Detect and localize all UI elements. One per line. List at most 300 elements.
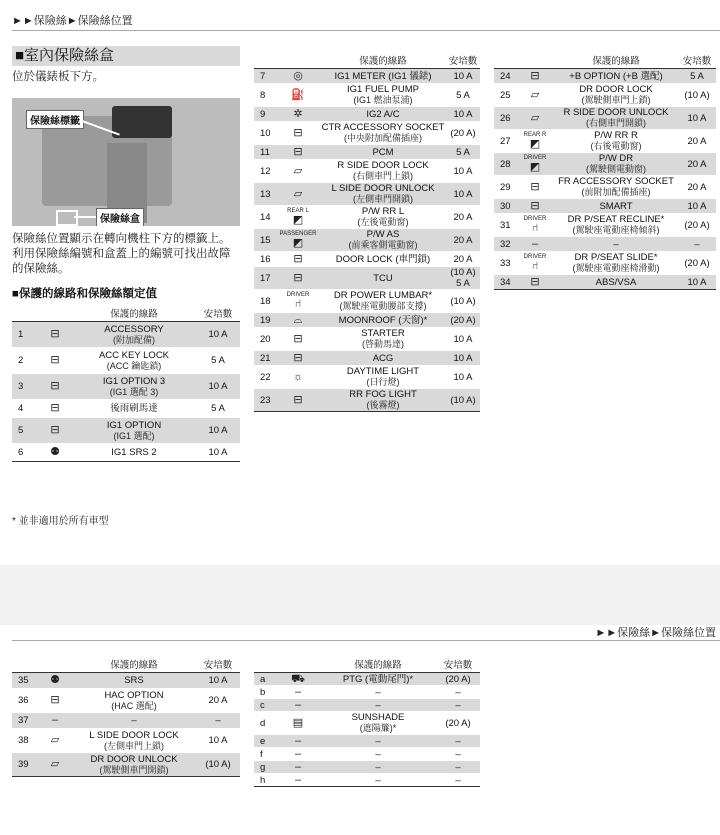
amp-rating	[196, 444, 240, 462]
ac-icon: ✲	[293, 107, 303, 120]
amp-rating	[436, 712, 480, 735]
fuse-icon: ⊟	[50, 424, 60, 436]
table-row	[494, 252, 716, 275]
fuse-number: 16	[254, 252, 276, 267]
table-row	[254, 145, 480, 160]
fuse-number: 29	[494, 176, 516, 199]
fuse-icon: ⊟	[293, 393, 303, 406]
amp-value: 5 A	[211, 355, 225, 366]
table-row	[254, 290, 480, 313]
amp-rating	[678, 130, 716, 153]
fuse-number: 28	[494, 153, 516, 176]
circuit-name: DR P/SEAT RECLINE*	[567, 214, 665, 225]
amp-rating	[678, 199, 716, 214]
amp-rating	[678, 237, 716, 252]
circuit-cell	[72, 689, 196, 713]
circuit-subtitle: (中央附加配備插座)	[344, 133, 422, 143]
table-row	[254, 686, 480, 699]
fuse-number: 15	[254, 229, 276, 252]
amp-rating	[446, 366, 480, 389]
amp-rating	[196, 400, 240, 418]
circuit-cell	[320, 313, 446, 328]
header-amp: 安培數	[196, 656, 240, 673]
circuit-subtitle: (右後電動窗)	[590, 141, 642, 151]
amp-rating	[196, 753, 240, 777]
circuit-cell	[554, 153, 678, 176]
amp-value: (20 A)	[450, 314, 476, 326]
circuit-subtitle: (駕駛座電動座椅傾斜)	[572, 225, 660, 235]
table-row	[494, 84, 716, 107]
circuit-name: DR POWER LUMBAR*	[333, 290, 433, 301]
fuse-number: 12	[254, 160, 276, 183]
table-row	[254, 351, 480, 366]
amp-rating	[678, 275, 716, 290]
empty-icon: –	[294, 773, 302, 786]
amp-rating	[446, 389, 480, 412]
table-row	[254, 122, 480, 145]
table-row	[254, 160, 480, 183]
circuit-cell	[320, 699, 436, 712]
circuit-name: IG1 OPTION	[106, 419, 162, 431]
table-row	[12, 322, 240, 348]
amp-rating	[196, 348, 240, 374]
table-title: ■保護的線路和保險絲額定值	[12, 288, 157, 300]
amp-value: 10 A	[687, 200, 707, 212]
circuit-cell	[320, 84, 446, 107]
fuse-number: 35	[12, 673, 38, 689]
circuit-cell	[320, 712, 436, 735]
icon-tag: PASSENGER	[279, 231, 317, 237]
fuse-number: 4	[12, 400, 38, 418]
circuit-name: L SIDE DOOR LOCK	[89, 729, 179, 741]
window-icon: DRIVER ◩	[523, 155, 547, 173]
circuit-subtitle: (ACC 鑰匙鎖)	[106, 360, 162, 371]
fuse-icon: ⊟	[293, 145, 303, 158]
table-row	[494, 69, 716, 84]
circuit-name: R SIDE DOOR UNLOCK	[563, 107, 669, 118]
amp-rating	[196, 374, 240, 400]
amp-rating	[446, 290, 480, 313]
amp-value: –	[455, 774, 461, 786]
amp-value: (10 A)	[450, 295, 476, 307]
fuse-icon: ⊟	[530, 69, 540, 82]
circuit-cell	[320, 389, 446, 412]
page2-middle-column	[254, 656, 480, 787]
amp-rating	[436, 735, 480, 748]
fuse-number: 34	[494, 275, 516, 290]
circuit-subtitle: (啓動馬達)	[362, 339, 404, 349]
amp-value: 10 A	[687, 276, 707, 288]
circuit-name: HAC OPTION	[104, 689, 164, 701]
circuit-subtitle: (左後電動窗)	[357, 217, 409, 227]
circuit-subtitle: (右側車門上鎖)	[353, 171, 413, 181]
table-row	[254, 107, 480, 122]
note-fuse-number: 利用保險絲編號和盒蓋上的編號可找出故障的保險絲。	[12, 248, 231, 275]
circuit-name: SRS	[124, 675, 144, 686]
circuit-name: –	[375, 761, 381, 773]
fuse-number: 6	[12, 444, 38, 462]
circuit-cell	[554, 199, 678, 214]
circuit-subtitle: (IG1 選配 3)	[109, 386, 159, 397]
fuse-number: 39	[12, 753, 38, 777]
circuit-cell	[320, 761, 436, 774]
circuit-name: –	[375, 748, 381, 760]
circuit-name: ACCESSORY	[104, 323, 164, 335]
amp-value: 10 A	[453, 108, 473, 120]
seat-icon: DRIVER ⑁	[286, 292, 310, 310]
amp-value: 5 A	[456, 146, 470, 158]
amp-rating	[436, 673, 480, 686]
amp-value: 5 A	[211, 403, 225, 414]
circuit-name: IG1 METER (IG1 儀錶)	[334, 70, 432, 82]
door-icon: ▱	[50, 734, 60, 746]
amp-rating	[196, 689, 240, 713]
table-row	[12, 713, 240, 729]
circuit-name: DR P/SEAT SLIDE*	[574, 252, 658, 263]
circuit-cell	[320, 351, 446, 366]
table-row	[12, 374, 240, 400]
circuit-cell	[320, 735, 436, 748]
circuit-cell	[320, 145, 446, 160]
fuse-icon: ⊟	[293, 271, 303, 284]
amp-value: (20 A)	[684, 219, 710, 231]
icon-tag: DRIVER	[523, 254, 547, 260]
amp-value: 20 A	[453, 234, 473, 246]
amp-value: 20 A	[687, 135, 707, 147]
amp-value: 10 A	[208, 447, 228, 458]
circuit-subtitle: (駕駛座電動座椅滑動)	[572, 263, 660, 273]
amp-rating	[446, 229, 480, 252]
amp-value: –	[215, 715, 221, 726]
circuit-subtitle: (HAC 選配)	[111, 700, 157, 711]
circuit-name: P/W RR R	[594, 130, 638, 141]
circuit-subtitle: (IG1 選配)	[113, 430, 155, 441]
amp-rating	[678, 84, 716, 107]
fuse-number: 38	[12, 729, 38, 753]
amp-rating	[446, 351, 480, 366]
amp-value: –	[455, 699, 461, 711]
amp-rating	[446, 252, 480, 267]
table-row	[494, 214, 716, 237]
table-row	[12, 673, 240, 689]
fuse-number: g	[254, 761, 276, 774]
table-row	[12, 348, 240, 374]
amp-value: 10 A	[453, 165, 473, 177]
header-circuit: 保護的線路	[320, 656, 436, 673]
header-rule-page2	[12, 640, 720, 641]
fuse-number: 1	[12, 322, 38, 348]
fuse-icon: ⊟	[50, 354, 60, 366]
amp-rating	[446, 328, 480, 351]
fuse-number: 8	[254, 84, 276, 107]
empty-icon: –	[294, 698, 302, 711]
circuit-cell	[72, 753, 196, 777]
empty-icon: –	[294, 685, 302, 698]
circuit-cell	[554, 275, 678, 290]
circuit-cell	[320, 122, 446, 145]
circuit-cell	[320, 290, 446, 313]
meter-icon: ◎	[293, 69, 303, 82]
table-row	[12, 418, 240, 444]
amp-rating	[678, 107, 716, 130]
circuit-cell	[72, 322, 196, 348]
header-amp: 安培數	[446, 52, 480, 69]
table-row	[254, 699, 480, 712]
amp-value: –	[455, 761, 461, 773]
circuit-name: L SIDE DOOR UNLOCK	[331, 183, 435, 194]
circuit-name: –	[375, 735, 381, 747]
amp-rating	[436, 686, 480, 699]
header-circuit: 保護的線路	[72, 656, 196, 673]
fuse-number: 32	[494, 237, 516, 252]
window-icon: REAR R ◩	[523, 132, 547, 150]
circuit-subtitle: (前附加配備插座)	[581, 187, 651, 197]
fuse-number: 11	[254, 145, 276, 160]
circuit-cell	[320, 206, 446, 229]
circuit-cell	[554, 252, 678, 275]
car-icon: ⛟	[291, 672, 305, 685]
circuit-name: IG1 FUEL PUMP	[347, 84, 419, 95]
amp-value: (10 A)	[684, 89, 710, 101]
circuit-name: –	[375, 686, 381, 698]
table-row	[494, 237, 716, 252]
amp-rating	[446, 160, 480, 183]
circuit-subtitle: (附加配備)	[113, 334, 155, 345]
amp-rating	[678, 252, 716, 275]
amp-rating	[446, 206, 480, 229]
amp-value: (20 A)	[684, 257, 710, 269]
pump-icon: ⛽	[291, 88, 305, 101]
window-icon: REAR L ◩	[287, 208, 309, 226]
roof-icon: ⌓	[293, 313, 303, 326]
circuit-name: TCU	[373, 272, 393, 284]
table-row	[254, 328, 480, 351]
empty-icon: –	[294, 760, 302, 773]
table-row	[254, 761, 480, 774]
table-row	[254, 206, 480, 229]
fuse-icon: ⊟	[530, 199, 540, 212]
circuit-subtitle: (駕駛側車門開鎖)	[99, 764, 169, 775]
amp-rating	[678, 69, 716, 84]
circuit-subtitle: (駕駛側車門上鎖)	[581, 95, 651, 105]
fuse-number: d	[254, 712, 276, 735]
circuit-name: ACC KEY LOCK	[98, 349, 170, 361]
table-row	[494, 107, 716, 130]
circuit-name: PTG (電動尾門)*	[342, 673, 414, 685]
header-circuit: 保護的線路	[72, 305, 196, 322]
circuit-name: FR ACCESSORY SOCKET	[558, 176, 674, 187]
header-amp: 安培數	[196, 305, 240, 322]
table-row	[12, 444, 240, 462]
circuit-cell	[320, 774, 436, 787]
fuse-number: a	[254, 673, 276, 686]
circuit-cell	[320, 160, 446, 183]
table-row	[254, 673, 480, 686]
table-row	[254, 774, 480, 787]
circuit-name: 後雨刷馬達	[110, 403, 158, 414]
fuse-table-5	[254, 656, 480, 787]
table-row	[254, 735, 480, 748]
right-column	[494, 52, 716, 290]
door-icon: ▱	[50, 758, 60, 770]
door-icon: ▱	[293, 164, 303, 177]
amp-rating	[446, 69, 480, 84]
amp-value: (10 A)	[450, 267, 476, 278]
header-amp: 安培數	[678, 52, 716, 69]
fuse-number: 2	[12, 348, 38, 374]
fuse-number: b	[254, 686, 276, 699]
fuse-box-marker	[56, 210, 78, 226]
circuit-name: DAYTIME LIGHT	[346, 366, 420, 377]
circuit-subtitle: (駕駛側電動窗)	[586, 164, 646, 174]
amp-rating	[196, 322, 240, 348]
amp-value: 10 A	[453, 333, 473, 345]
empty-icon: –	[294, 734, 302, 747]
icon-tag: DRIVER	[523, 216, 547, 222]
fuse-number: 25	[494, 84, 516, 107]
amp-value: 20 A	[453, 211, 473, 223]
amp-value: 5 A	[690, 70, 704, 82]
table-row	[254, 84, 480, 107]
circuit-cell	[320, 686, 436, 699]
middle-column	[254, 52, 480, 412]
fuse-table-1	[12, 305, 240, 462]
light-icon: ☼	[292, 370, 304, 383]
table-row	[12, 400, 240, 418]
fuse-number: 30	[494, 199, 516, 214]
empty-icon: –	[294, 747, 302, 760]
door-icon: ▱	[293, 187, 303, 200]
table-row	[494, 176, 716, 199]
table-row	[12, 729, 240, 753]
circuit-name: +B OPTION (+B 選配)	[569, 70, 663, 82]
fuse-number: 19	[254, 313, 276, 328]
fuse-number: 20	[254, 328, 276, 351]
fuse-number: 5	[12, 418, 38, 444]
door-icon: ▱	[530, 88, 540, 101]
amp-value: (20 A)	[445, 673, 471, 685]
amp-value: 20 A	[453, 253, 473, 265]
amp-value: 10 A	[453, 352, 473, 364]
table-row	[494, 130, 716, 153]
amp-value: 20 A	[687, 158, 707, 170]
fuse-number: f	[254, 748, 276, 761]
amp-value: (10 A)	[205, 759, 231, 770]
section-title: ■室內保險絲盒	[12, 46, 240, 66]
circuit-cell	[72, 374, 196, 400]
fuse-number: 31	[494, 214, 516, 237]
photo-label-fuse-box: 保險絲盒	[96, 208, 144, 226]
fuse-number: 9	[254, 107, 276, 122]
circuit-subtitle: (左側車門上鎖)	[104, 740, 164, 751]
circuit-subtitle: (前乘客側電動窗)	[348, 240, 418, 250]
table-row	[254, 267, 480, 290]
circuit-cell	[320, 673, 436, 686]
fuse-number: 27	[494, 130, 516, 153]
srs-icon: ⚉	[50, 446, 60, 458]
circuit-cell	[72, 400, 196, 418]
amp-rating	[196, 673, 240, 689]
amp-value: –	[455, 686, 461, 698]
fuse-icon: ⊟	[50, 328, 60, 340]
table-row	[494, 199, 716, 214]
seat-icon: DRIVER ⑁	[523, 216, 547, 234]
table-row	[494, 153, 716, 176]
circuit-subtitle: (右側車門開鎖)	[586, 118, 646, 128]
circuit-name: P/W RR L	[361, 206, 405, 217]
table-row	[254, 183, 480, 206]
table-row	[254, 366, 480, 389]
amp-rating	[436, 761, 480, 774]
breadcrumb: ►►保險絲►保險絲位置	[12, 15, 133, 27]
fuse-number: 14	[254, 206, 276, 229]
amp-rating	[446, 145, 480, 160]
seat-icon: DRIVER ⑁	[523, 254, 547, 272]
table-row	[254, 313, 480, 328]
table-row	[254, 712, 480, 735]
amp-rating	[678, 153, 716, 176]
circuit-cell	[320, 328, 446, 351]
circuit-name: IG1 SRS 2	[111, 447, 157, 458]
circuit-cell	[554, 176, 678, 199]
circuit-name: SMART	[599, 200, 633, 212]
circuit-cell	[72, 348, 196, 374]
amp-rating	[196, 729, 240, 753]
icon-tag: REAR L	[287, 208, 309, 214]
amp-rating	[196, 713, 240, 729]
fuse-table-2	[254, 52, 480, 412]
table-row	[254, 389, 480, 412]
circuit-name: ACG	[372, 352, 394, 364]
fuse-number: 10	[254, 122, 276, 145]
circuit-name: RR FOG LIGHT	[349, 389, 417, 400]
note-label-location: 保險絲位置顯示在轉向機柱下方的標籤上。	[12, 233, 231, 245]
table-row	[12, 753, 240, 777]
fuse-icon: ⊟	[293, 126, 303, 139]
page-divider	[0, 565, 720, 625]
fuse-number: e	[254, 735, 276, 748]
location-text: 位於儀錶板下方。	[12, 71, 104, 83]
fuse-number: h	[254, 774, 276, 787]
fuse-number: 3	[12, 374, 38, 400]
breadcrumb-page2: ►►保險絲►保險絲位置	[595, 627, 716, 639]
amp-value: 10 A	[453, 371, 473, 383]
fuse-icon: ⊟	[293, 332, 303, 345]
amp-rating	[446, 122, 480, 145]
circuit-name: –	[375, 699, 381, 711]
circuit-name: STARTER	[361, 328, 405, 339]
amp-value: 10 A	[453, 70, 473, 82]
circuit-name: P/W DR	[598, 153, 634, 164]
circuit-cell	[554, 237, 678, 252]
circuit-cell	[554, 69, 678, 84]
amp-rating	[196, 418, 240, 444]
amp-value: 20 A	[208, 695, 228, 706]
circuit-cell	[72, 729, 196, 753]
page2-left-column	[12, 656, 240, 777]
circuit-name: –	[613, 238, 619, 250]
circuit-name: IG1 OPTION 3	[102, 375, 166, 387]
amp-value: 10 A	[208, 735, 228, 746]
icon-tag: REAR R	[523, 132, 547, 138]
fuse-number: 33	[494, 252, 516, 275]
circuit-subtitle: (IG1 燃油泵浦)	[353, 95, 413, 105]
fuse-number: c	[254, 699, 276, 712]
header-circuit: 保護的線路	[554, 52, 678, 69]
amp-rating	[436, 774, 480, 787]
amp-rating	[446, 267, 480, 290]
fuse-number: 36	[12, 689, 38, 713]
